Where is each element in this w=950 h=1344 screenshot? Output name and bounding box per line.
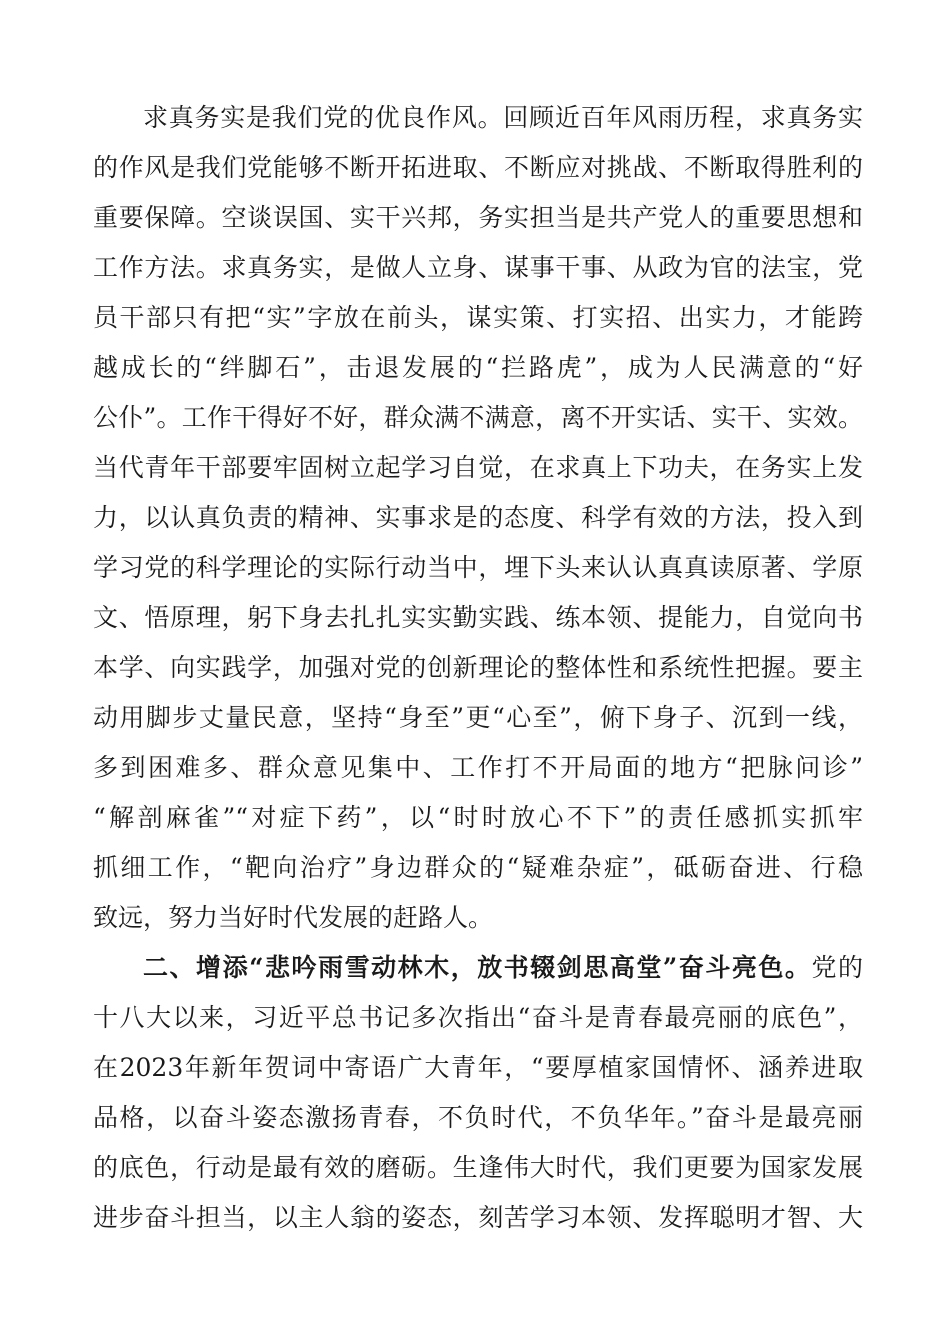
paragraph-1-line-17: 致远，努力当好时代发展的赶路人。 xyxy=(93,903,494,932)
paragraph-1-line-4: 工作方法。求真务实，是做人立身、谋事干事、从政为官的法宝，党 xyxy=(93,253,863,282)
paragraph-1-line-7: 公仆”。工作干得好不好，群众满不满意，离不开实话、实干、实效。 xyxy=(93,403,863,432)
paragraph-1-line-12: 本学、向实践学，加强对党的创新理论的整体性和系统性把握。要主 xyxy=(93,653,863,682)
paragraph-2-line-4: 品格，以奋斗姿态激扬青春，不负时代，不负华年。”奋斗是最亮丽 xyxy=(93,1103,863,1132)
paragraph-1-line-8: 当代青年干部要牢固树立起学习自觉，在求真上下功夫，在务实上发 xyxy=(93,453,863,482)
paragraph-2-line-5: 的底色，行动是最有效的磨砺。生逢伟大时代，我们更要为国家发展 xyxy=(93,1153,863,1182)
paragraph-2-line-1-rest: 党的 xyxy=(811,953,863,982)
paragraph-2-line-1 xyxy=(143,953,863,983)
paragraph-1-line-13: 动用脚步丈量民意，坚持“身至”更“心至”，俯下身子、沉到一线， xyxy=(93,703,863,732)
paragraph-1-line-1: 求真务实是我们党的优良作风。回顾近百年风雨历程，求真务实 xyxy=(143,103,863,132)
paragraph-1-line-15: “解剖麻雀”“对症下药”，以“时时放心不下”的责任感抓实抓牢 xyxy=(93,803,863,832)
paragraph-1-line-9: 力，以认真负责的精神、实事求是的态度、科学有效的方法，投入到 xyxy=(93,503,863,532)
paragraph-2-line-6: 进步奋斗担当，以主人翁的姿态，刻苦学习本领、发挥聪明才智、大 xyxy=(93,1203,863,1232)
paragraph-1-line-14: 多到困难多、群众意见集中、工作打不开局面的地方“把脉问诊” xyxy=(93,753,863,782)
paragraph-1-line-16: 抓细工作，“靶向治疗”身边群众的“疑难杂症”，砥砺奋进、行稳 xyxy=(93,853,863,882)
paragraph-1-line-3: 重要保障。空谈误国、实干兴邦，务实担当是共产党人的重要思想和 xyxy=(93,203,863,232)
paragraph-1-line-10: 学习党的科学理论的实际行动当中，埋下头来认认真真读原著、学原 xyxy=(93,553,863,582)
paragraph-1-line-6: 越成长的“绊脚石”，击退发展的“拦路虎”，成为人民满意的“好 xyxy=(93,353,863,382)
paragraph-1-line-2: 的作风是我们党能够不断开拓进取、不断应对挑战、不断取得胜利的 xyxy=(93,153,863,182)
paragraph-1-line-11: 文、悟原理，躬下身去扎扎实实勤实践、练本领、提能力，自觉向书 xyxy=(93,603,863,632)
paragraph-2-line-3: 在2023年新年贺词中寄语广大青年，“要厚植家国情怀、涵养进取 xyxy=(93,1053,863,1082)
paragraph-1-line-5: 员干部只有把“实”字放在前头，谋实策、打实招、出实力，才能跨 xyxy=(93,303,863,332)
section-heading: 二、增添“悲吟雨雪动林木，放书辍剑思高堂”奋斗亮色。 xyxy=(143,953,812,982)
paragraph-2-line-2: 十八大以来，习近平总书记多次指出“奋斗是青春最亮丽的底色”， xyxy=(93,1003,863,1032)
